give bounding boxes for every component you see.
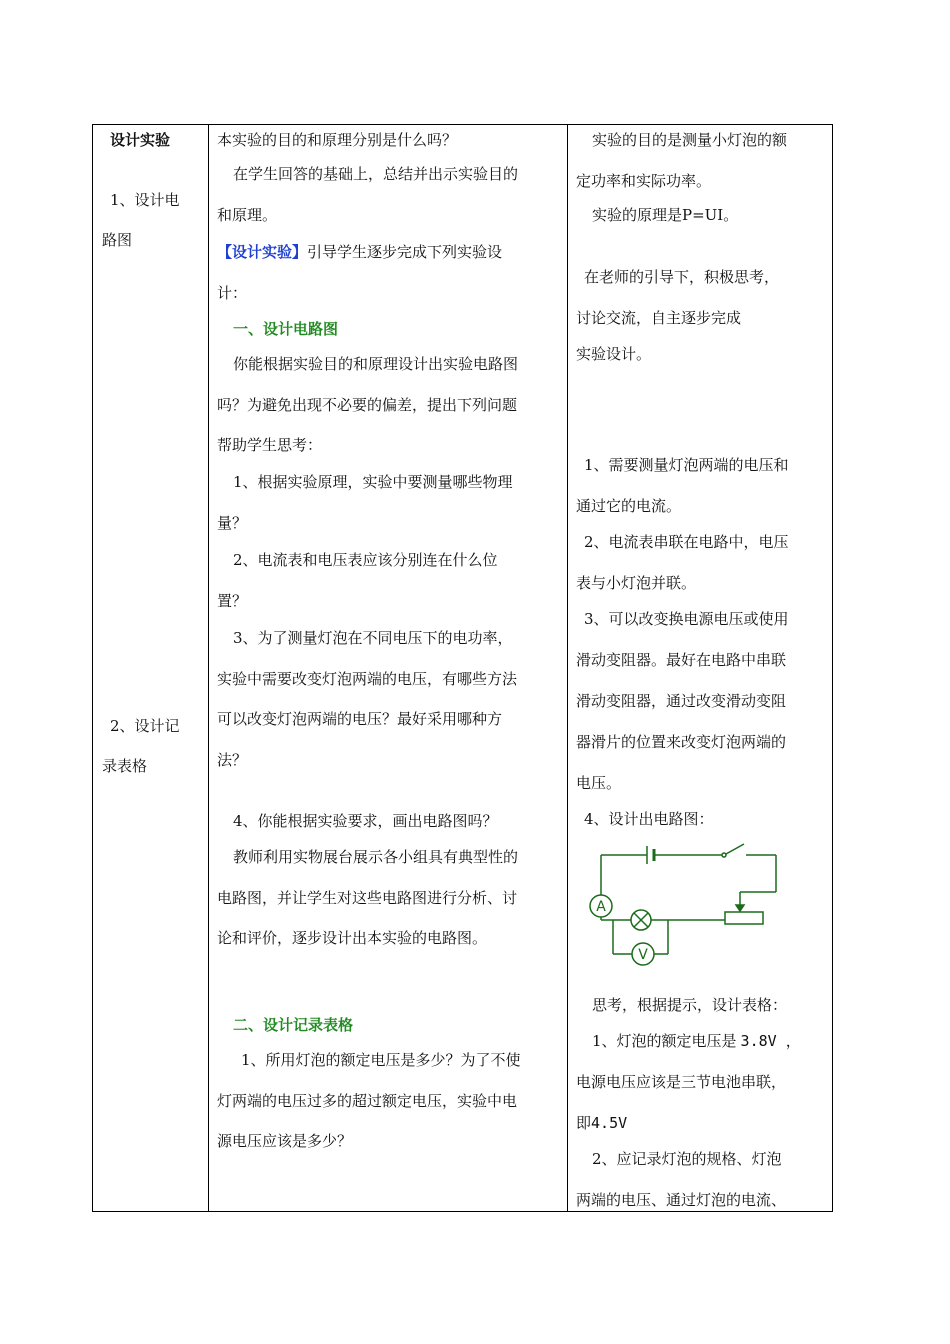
- text-line: 2、应记录灯泡的规格、灯泡: [592, 1150, 782, 1168]
- subheading-circuit: 一、设计电路图: [233, 320, 339, 338]
- section-item-1-line2: 路图: [102, 231, 133, 249]
- text-line: 电路图，并让学生对这些电路图进行分析、讨: [217, 889, 518, 907]
- circuit-diagram: [570, 843, 780, 967]
- design-experiment-tag: 【设计实验】: [217, 243, 308, 261]
- text-line: 电源电压应该是三节电池串联，: [576, 1073, 787, 1091]
- text-span: 即: [576, 1114, 592, 1132]
- text-line: 你能根据实验目的和原理设计出实验电路图: [233, 355, 519, 373]
- text-line: 实验的目的是测量小灯泡的额: [592, 131, 788, 149]
- text-line: 通过它的电流。: [576, 497, 682, 515]
- answer-4: 4、设计出电路图：: [584, 810, 714, 828]
- section-heading: 设计实验: [110, 131, 171, 149]
- student-activity-column: [568, 125, 833, 1211]
- text-line: 滑动变阻器，通过改变滑动变阻: [576, 692, 787, 710]
- text-line: [592, 1032, 801, 1050]
- rheostat: [725, 912, 763, 924]
- text-line: 源电压应该是多少？: [217, 1132, 353, 1150]
- text-line: 器滑片的位置来改变灯泡两端的: [576, 733, 787, 751]
- section-item-2-line2: 录表格: [102, 757, 148, 775]
- text-line: 滑动变阻器。最好在电路中串联: [576, 651, 787, 669]
- text-line: 1、所用灯泡的额定电压是多少？为了不使: [241, 1051, 521, 1069]
- question-3: 3、为了测量灯泡在不同电压下的电功率，: [233, 629, 513, 647]
- text-line: 在老师的引导下，积极思考，: [584, 268, 780, 286]
- text-line: 论和评价，逐步设计出本实验的电路图。: [217, 929, 488, 947]
- ammeter-label: A: [596, 899, 606, 915]
- section-column: [93, 125, 208, 1211]
- text-line: [217, 243, 502, 261]
- text-line: 置？: [217, 592, 248, 610]
- text-line: 实验设计。: [576, 345, 652, 363]
- switch-contact: [722, 853, 726, 857]
- text-line: 帮助学生思考：: [217, 436, 323, 454]
- slider-arrow: [736, 905, 744, 911]
- subheading-table: 二、设计记录表格: [233, 1016, 354, 1034]
- text-line: 实验的原理是P=UI。: [592, 206, 739, 224]
- text-line: 两端的电压、通过灯泡的电流、: [576, 1191, 787, 1209]
- text-line: 表与小灯泡并联。: [576, 574, 697, 592]
- text-line: 吗？为避免出现不必要的偏差，提出下列问题: [217, 396, 518, 414]
- question-1: 1、根据实验原理，实验中要测量哪些物理: [233, 473, 513, 491]
- text-line: 量？: [217, 514, 248, 532]
- lesson-table: [92, 124, 833, 1212]
- text-line: 在学生回答的基础上，总结并出示实验目的: [233, 165, 519, 183]
- text-span: 引导学生逐步完成下列实验设: [307, 243, 503, 261]
- text-line: 电压。: [576, 774, 622, 792]
- section-item-1-line1: 1、设计电: [110, 191, 180, 209]
- text-line: 实验中需要改变灯泡两端的电压，有哪些方法: [217, 670, 518, 688]
- text-line: 灯两端的电压过多的超过额定电压，实验中电: [217, 1092, 518, 1110]
- text-line: 教师利用实物展台展示各小组具有典型性的: [233, 848, 519, 866]
- text-span: 1、灯泡的额定电压是: [592, 1032, 737, 1050]
- switch-lever: [726, 844, 744, 854]
- question-2: 2、电流表和电压表应该分别连在什么位: [233, 551, 498, 569]
- text-line: 讨论交流，自主逐步完成: [576, 309, 742, 327]
- text-line: 思考，根据提示，设计表格：: [592, 996, 788, 1014]
- section-item-2-line1: 2、设计记: [110, 717, 180, 735]
- text-line: 可以改变灯泡两端的电压？最好采用哪种方: [217, 710, 503, 728]
- teacher-activity-column: [209, 125, 560, 1211]
- text-line: [576, 1114, 627, 1132]
- text-line: 本实验的目的和原理分别是什么吗？: [217, 131, 458, 149]
- rated-voltage: 3.8V ，: [740, 1032, 801, 1050]
- voltmeter-label: V: [638, 947, 648, 963]
- text-line: 和原理。: [217, 206, 278, 224]
- text-line: 计：: [217, 284, 248, 302]
- answer-1: 1、需要测量灯泡两端的电压和: [584, 456, 789, 474]
- text-line: 法？: [217, 751, 248, 769]
- answer-2: 2、电流表串联在电路中，电压: [584, 533, 789, 551]
- text-line: 定功率和实际功率。: [576, 172, 712, 190]
- answer-3: 3、可以改变换电源电压或使用: [584, 610, 789, 628]
- question-4: 4、你能根据实验要求，画出电路图吗？: [233, 812, 498, 830]
- supply-voltage: 4.5V: [591, 1114, 628, 1132]
